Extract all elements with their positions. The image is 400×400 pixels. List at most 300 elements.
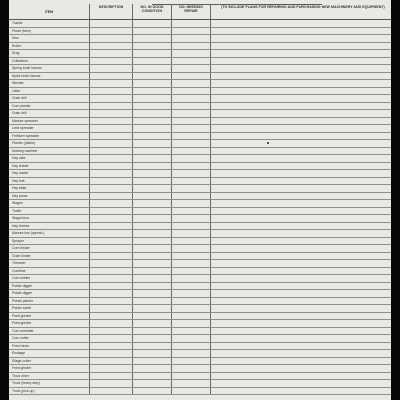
good-condition-cell[interactable] bbox=[133, 147, 172, 155]
plans-cell[interactable] bbox=[211, 162, 392, 170]
good-condition-cell[interactable] bbox=[133, 95, 172, 103]
table-row bbox=[9, 387, 391, 395]
plans-cell[interactable] bbox=[211, 327, 392, 335]
item-cell: Potato planter bbox=[9, 297, 90, 305]
header-row bbox=[9, 4, 391, 20]
needing-repair-cell[interactable] bbox=[172, 125, 211, 133]
item-cell: Spring tooth harrow bbox=[9, 65, 90, 73]
needing-repair-cell[interactable] bbox=[172, 312, 211, 320]
needing-repair-cell[interactable] bbox=[172, 275, 211, 283]
plans-cell[interactable] bbox=[211, 102, 392, 110]
table-row bbox=[9, 237, 391, 245]
needing-repair-cell[interactable] bbox=[172, 117, 211, 125]
needing-repair-cell[interactable] bbox=[172, 357, 211, 365]
good-condition-cell[interactable] bbox=[133, 110, 172, 118]
item-cell: Weeder bbox=[9, 80, 90, 88]
table-row bbox=[9, 42, 391, 50]
needing-repair-cell[interactable] bbox=[172, 305, 211, 313]
needing-repair-cell[interactable] bbox=[172, 207, 211, 215]
plans-cell[interactable] bbox=[211, 155, 392, 163]
description-cell[interactable] bbox=[90, 132, 133, 140]
table-row bbox=[9, 245, 391, 253]
good-condition-cell[interactable] bbox=[133, 252, 172, 260]
form-sheet bbox=[9, 0, 391, 400]
table-row bbox=[9, 87, 391, 95]
good-condition-cell[interactable] bbox=[133, 245, 172, 253]
needing-repair-cell[interactable] bbox=[172, 215, 211, 223]
item-cell: Drag bbox=[9, 50, 90, 58]
description-cell[interactable] bbox=[90, 117, 133, 125]
item-cell: Wagon box bbox=[9, 215, 90, 223]
good-condition-cell[interactable] bbox=[133, 50, 172, 58]
description-cell[interactable] bbox=[90, 177, 133, 185]
good-condition-cell[interactable] bbox=[133, 260, 172, 268]
good-condition-cell[interactable] bbox=[133, 282, 172, 290]
good-condition-cell[interactable] bbox=[133, 297, 172, 305]
item-cell: Hay press bbox=[9, 192, 90, 200]
needing-repair-cell[interactable] bbox=[172, 102, 211, 110]
plans-cell[interactable] bbox=[211, 357, 392, 365]
good-condition-cell[interactable] bbox=[133, 342, 172, 350]
item-cell: Hay rake bbox=[9, 155, 90, 163]
needing-repair-cell[interactable] bbox=[172, 245, 211, 253]
table-row bbox=[9, 35, 391, 43]
needing-repair-cell[interactable] bbox=[172, 177, 211, 185]
table-row bbox=[9, 260, 391, 268]
item-cell: Planter (plants) bbox=[9, 140, 90, 148]
table-row bbox=[9, 125, 391, 133]
plans-cell[interactable] bbox=[211, 387, 392, 395]
table-row bbox=[9, 27, 391, 35]
item-cell: Combine bbox=[9, 267, 90, 275]
item-cell: Corn shredder bbox=[9, 327, 90, 335]
plans-cell[interactable] bbox=[211, 230, 392, 238]
needing-repair-cell[interactable] bbox=[172, 80, 211, 88]
plans-cell[interactable] bbox=[211, 252, 392, 260]
table-row bbox=[9, 290, 391, 298]
table-row bbox=[9, 170, 391, 178]
description-cell[interactable] bbox=[90, 387, 133, 395]
item-cell: Sprayer bbox=[9, 237, 90, 245]
plans-cell[interactable] bbox=[211, 342, 392, 350]
description-cell[interactable] bbox=[90, 350, 133, 358]
item-cell: Feed grinder bbox=[9, 320, 90, 328]
description-cell[interactable] bbox=[90, 207, 133, 215]
plans-cell[interactable] bbox=[211, 245, 392, 253]
good-condition-cell[interactable] bbox=[133, 365, 172, 373]
item-cell: Lister bbox=[9, 87, 90, 95]
good-condition-cell[interactable] bbox=[133, 27, 172, 35]
plans-cell[interactable] bbox=[211, 222, 392, 230]
needing-repair-cell[interactable] bbox=[172, 50, 211, 58]
table-row bbox=[9, 350, 391, 358]
table-row bbox=[9, 72, 391, 80]
plans-cell[interactable] bbox=[211, 335, 392, 343]
table-row bbox=[9, 177, 391, 185]
description-cell[interactable] bbox=[90, 140, 133, 148]
plans-cell[interactable] bbox=[211, 177, 392, 185]
description-cell[interactable] bbox=[90, 80, 133, 88]
description-cell[interactable] bbox=[90, 147, 133, 155]
good-condition-cell[interactable] bbox=[133, 42, 172, 50]
good-condition-cell[interactable] bbox=[133, 312, 172, 320]
description-cell[interactable] bbox=[90, 20, 133, 28]
needing-repair-cell[interactable] bbox=[172, 87, 211, 95]
plans-cell[interactable] bbox=[211, 50, 392, 58]
item-cell: Disc bbox=[9, 35, 90, 43]
table-row bbox=[9, 155, 391, 163]
plans-cell[interactable] bbox=[211, 72, 392, 80]
item-cell: Truck other bbox=[9, 372, 90, 380]
plans-cell[interactable] bbox=[211, 192, 392, 200]
plans-cell[interactable] bbox=[211, 365, 392, 373]
good-condition-cell[interactable] bbox=[133, 20, 172, 28]
needing-repair-cell[interactable] bbox=[172, 185, 211, 193]
plans-cell[interactable] bbox=[211, 320, 392, 328]
needing-repair-cell[interactable] bbox=[172, 327, 211, 335]
good-condition-cell[interactable] bbox=[133, 387, 172, 395]
good-condition-cell[interactable] bbox=[133, 267, 172, 275]
item-cell: Corn sheller bbox=[9, 275, 90, 283]
plans-cell[interactable] bbox=[211, 237, 392, 245]
table-row bbox=[9, 57, 391, 65]
table-row bbox=[9, 50, 391, 58]
item-cell: Potato digger bbox=[9, 282, 90, 290]
good-condition-cell[interactable] bbox=[133, 102, 172, 110]
good-condition-cell[interactable] bbox=[133, 335, 172, 343]
plans-cell[interactable] bbox=[211, 267, 392, 275]
good-condition-cell[interactable] bbox=[133, 87, 172, 95]
table-row bbox=[9, 20, 391, 28]
needing-repair-cell[interactable] bbox=[172, 42, 211, 50]
needing-repair-cell[interactable] bbox=[172, 140, 211, 148]
description-cell[interactable] bbox=[90, 245, 133, 253]
good-condition-cell[interactable] bbox=[133, 207, 172, 215]
good-condition-cell[interactable] bbox=[133, 155, 172, 163]
plans-cell[interactable] bbox=[211, 95, 392, 103]
plans-cell[interactable] bbox=[211, 140, 392, 148]
item-cell: Feed grinder bbox=[9, 365, 90, 373]
good-condition-cell[interactable] bbox=[133, 357, 172, 365]
plans-cell[interactable] bbox=[211, 215, 392, 223]
description-cell[interactable] bbox=[90, 290, 133, 298]
plans-cell[interactable] bbox=[211, 207, 392, 215]
needing-repair-cell[interactable] bbox=[172, 267, 211, 275]
table-row bbox=[9, 230, 391, 238]
plans-cell[interactable] bbox=[211, 170, 392, 178]
good-condition-cell[interactable] bbox=[133, 380, 172, 388]
description-cell[interactable] bbox=[90, 42, 133, 50]
good-condition-cell[interactable] bbox=[133, 327, 172, 335]
table-row bbox=[9, 342, 391, 350]
good-condition-cell[interactable] bbox=[133, 132, 172, 140]
table-row bbox=[9, 327, 391, 335]
column-header-description: DESCRIPTION bbox=[90, 4, 133, 20]
good-condition-cell[interactable] bbox=[133, 305, 172, 313]
plans-cell[interactable] bbox=[211, 80, 392, 88]
description-cell[interactable] bbox=[90, 365, 133, 373]
item-cell: Cultivators bbox=[9, 57, 90, 65]
needing-repair-cell[interactable] bbox=[172, 237, 211, 245]
needing-repair-cell[interactable] bbox=[172, 387, 211, 395]
plans-cell[interactable] bbox=[211, 260, 392, 268]
description-cell[interactable] bbox=[90, 65, 133, 73]
good-condition-cell[interactable] bbox=[133, 320, 172, 328]
description-cell[interactable] bbox=[90, 357, 133, 365]
item-cell: Plows (farm) bbox=[9, 27, 90, 35]
description-cell[interactable] bbox=[90, 155, 133, 163]
needing-repair-cell[interactable] bbox=[172, 282, 211, 290]
description-cell[interactable] bbox=[90, 50, 133, 58]
description-cell[interactable] bbox=[90, 162, 133, 170]
item-cell: Corn planter bbox=[9, 102, 90, 110]
description-cell[interactable] bbox=[90, 260, 133, 268]
good-condition-cell[interactable] bbox=[133, 237, 172, 245]
table-row bbox=[9, 380, 391, 388]
good-condition-cell[interactable] bbox=[133, 57, 172, 65]
table-row bbox=[9, 110, 391, 118]
description-cell[interactable] bbox=[90, 185, 133, 193]
table-row bbox=[9, 207, 391, 215]
plans-cell[interactable] bbox=[211, 125, 392, 133]
item-cell: Mowing machine bbox=[9, 147, 90, 155]
description-cell[interactable] bbox=[90, 27, 133, 35]
table-row bbox=[9, 320, 391, 328]
good-condition-cell[interactable] bbox=[133, 117, 172, 125]
table-row bbox=[9, 140, 391, 148]
plans-cell[interactable] bbox=[211, 57, 392, 65]
plans-cell[interactable] bbox=[211, 282, 392, 290]
item-cell: Silage cutter bbox=[9, 357, 90, 365]
plans-cell[interactable] bbox=[211, 27, 392, 35]
good-condition-cell[interactable] bbox=[133, 222, 172, 230]
good-condition-cell[interactable] bbox=[133, 192, 172, 200]
table-row bbox=[9, 372, 391, 380]
plans-cell[interactable] bbox=[211, 42, 392, 50]
description-cell[interactable] bbox=[90, 327, 133, 335]
plans-cell[interactable] bbox=[211, 275, 392, 283]
item-cell: Potato sorter bbox=[9, 305, 90, 313]
description-cell[interactable] bbox=[90, 237, 133, 245]
description-cell[interactable] bbox=[90, 275, 133, 283]
description-cell[interactable] bbox=[90, 335, 133, 343]
description-cell[interactable] bbox=[90, 200, 133, 208]
table-row bbox=[9, 65, 391, 73]
item-cell: Corn cutter bbox=[9, 335, 90, 343]
description-cell[interactable] bbox=[90, 267, 133, 275]
good-condition-cell[interactable] bbox=[133, 35, 172, 43]
good-condition-cell[interactable] bbox=[133, 230, 172, 238]
description-cell[interactable] bbox=[90, 102, 133, 110]
item-cell: Ensilage bbox=[9, 350, 90, 358]
good-condition-cell[interactable] bbox=[133, 170, 172, 178]
description-cell[interactable] bbox=[90, 110, 133, 118]
description-cell[interactable] bbox=[90, 72, 133, 80]
needing-repair-cell[interactable] bbox=[172, 372, 211, 380]
description-cell[interactable] bbox=[90, 380, 133, 388]
plans-cell[interactable] bbox=[211, 372, 392, 380]
needing-repair-cell[interactable] bbox=[172, 192, 211, 200]
item-cell: Truck (heavy duty) bbox=[9, 380, 90, 388]
item-cell: Potato digger bbox=[9, 290, 90, 298]
needing-repair-cell[interactable] bbox=[172, 170, 211, 178]
table-row bbox=[9, 200, 391, 208]
plans-cell[interactable] bbox=[211, 350, 392, 358]
plans-cell[interactable] bbox=[211, 200, 392, 208]
needing-repair-cell[interactable] bbox=[172, 95, 211, 103]
item-cell: Hay loader bbox=[9, 170, 90, 178]
column-header-good-condition: NO. IN GOOD CONDITION bbox=[133, 4, 172, 20]
plans-cell[interactable] bbox=[211, 147, 392, 155]
plans-cell[interactable] bbox=[211, 110, 392, 118]
description-cell[interactable] bbox=[90, 170, 133, 178]
table-row bbox=[9, 365, 391, 373]
description-cell[interactable] bbox=[90, 192, 133, 200]
needing-repair-cell[interactable] bbox=[172, 320, 211, 328]
needing-repair-cell[interactable] bbox=[172, 342, 211, 350]
description-cell[interactable] bbox=[90, 87, 133, 95]
needing-repair-cell[interactable] bbox=[172, 252, 211, 260]
description-cell[interactable] bbox=[90, 305, 133, 313]
pencil-mark bbox=[267, 142, 269, 144]
plans-cell[interactable] bbox=[211, 87, 392, 95]
needing-repair-cell[interactable] bbox=[172, 200, 211, 208]
plans-cell[interactable] bbox=[211, 132, 392, 140]
good-condition-cell[interactable] bbox=[133, 372, 172, 380]
plans-cell[interactable] bbox=[211, 65, 392, 73]
description-cell[interactable] bbox=[90, 230, 133, 238]
needing-repair-cell[interactable] bbox=[172, 335, 211, 343]
description-cell[interactable] bbox=[90, 312, 133, 320]
good-condition-cell[interactable] bbox=[133, 80, 172, 88]
item-cell: Feed mixer bbox=[9, 342, 90, 350]
item-cell: Corn binder bbox=[9, 245, 90, 253]
good-condition-cell[interactable] bbox=[133, 177, 172, 185]
plans-cell[interactable] bbox=[211, 185, 392, 193]
description-cell[interactable] bbox=[90, 252, 133, 260]
plans-cell[interactable] bbox=[211, 35, 392, 43]
plans-cell[interactable] bbox=[211, 380, 392, 388]
column-header-item: ITEM bbox=[9, 4, 90, 20]
item-cell: Manure spreader bbox=[9, 117, 90, 125]
table-body bbox=[9, 20, 391, 395]
plans-cell[interactable] bbox=[211, 312, 392, 320]
needing-repair-cell[interactable] bbox=[172, 380, 211, 388]
table-row bbox=[9, 305, 391, 313]
needing-repair-cell[interactable] bbox=[172, 365, 211, 373]
item-cell: Trailer bbox=[9, 207, 90, 215]
good-condition-cell[interactable] bbox=[133, 140, 172, 148]
item-cell: Truck (pick-up) bbox=[9, 387, 90, 395]
good-condition-cell[interactable] bbox=[133, 215, 172, 223]
needing-repair-cell[interactable] bbox=[172, 27, 211, 35]
needing-repair-cell[interactable] bbox=[172, 132, 211, 140]
item-cell: Lime spreader bbox=[9, 125, 90, 133]
item-cell: Hay tedder bbox=[9, 162, 90, 170]
plans-cell[interactable] bbox=[211, 20, 392, 28]
inventory-table bbox=[9, 4, 391, 395]
needing-repair-cell[interactable] bbox=[172, 35, 211, 43]
item-cell: Tractor bbox=[9, 20, 90, 28]
table-row bbox=[9, 312, 391, 320]
good-condition-cell[interactable] bbox=[133, 275, 172, 283]
good-condition-cell[interactable] bbox=[133, 200, 172, 208]
good-condition-cell[interactable] bbox=[133, 65, 172, 73]
table-row bbox=[9, 267, 391, 275]
item-cell: Hay baler bbox=[9, 185, 90, 193]
needing-repair-cell[interactable] bbox=[172, 65, 211, 73]
table-row bbox=[9, 335, 391, 343]
item-cell: Grain drill bbox=[9, 95, 90, 103]
item-cell: Grain binder bbox=[9, 252, 90, 260]
plans-cell[interactable] bbox=[211, 117, 392, 125]
item-cell: Wagon bbox=[9, 200, 90, 208]
table-row bbox=[9, 117, 391, 125]
good-condition-cell[interactable] bbox=[133, 72, 172, 80]
item-cell: Spike tooth harrow bbox=[9, 72, 90, 80]
description-cell[interactable] bbox=[90, 297, 133, 305]
table-row bbox=[9, 357, 391, 365]
table-row bbox=[9, 297, 391, 305]
needing-repair-cell[interactable] bbox=[172, 297, 211, 305]
description-cell[interactable] bbox=[90, 57, 133, 65]
table-row bbox=[9, 102, 391, 110]
needing-repair-cell[interactable] bbox=[172, 110, 211, 118]
description-cell[interactable] bbox=[90, 95, 133, 103]
item-cell: Hay frames bbox=[9, 222, 90, 230]
needing-repair-cell[interactable] bbox=[172, 230, 211, 238]
description-cell[interactable] bbox=[90, 372, 133, 380]
needing-repair-cell[interactable] bbox=[172, 72, 211, 80]
needing-repair-cell[interactable] bbox=[172, 290, 211, 298]
needing-repair-cell[interactable] bbox=[172, 20, 211, 28]
needing-repair-cell[interactable] bbox=[172, 155, 211, 163]
table-row bbox=[9, 275, 391, 283]
description-cell[interactable] bbox=[90, 342, 133, 350]
needing-repair-cell[interactable] bbox=[172, 162, 211, 170]
description-cell[interactable] bbox=[90, 222, 133, 230]
plans-cell[interactable] bbox=[211, 305, 392, 313]
needing-repair-cell[interactable] bbox=[172, 147, 211, 155]
table-row bbox=[9, 215, 391, 223]
needing-repair-cell[interactable] bbox=[172, 57, 211, 65]
description-cell[interactable] bbox=[90, 35, 133, 43]
description-cell[interactable] bbox=[90, 215, 133, 223]
description-cell[interactable] bbox=[90, 125, 133, 133]
table-row bbox=[9, 80, 391, 88]
good-condition-cell[interactable] bbox=[133, 290, 172, 298]
item-cell: Manure box (spread.) bbox=[9, 230, 90, 238]
needing-repair-cell[interactable] bbox=[172, 222, 211, 230]
description-cell[interactable] bbox=[90, 282, 133, 290]
table-row bbox=[9, 252, 391, 260]
needing-repair-cell[interactable] bbox=[172, 260, 211, 268]
good-condition-cell[interactable] bbox=[133, 125, 172, 133]
table-row bbox=[9, 185, 391, 193]
item-cell: Hay fork bbox=[9, 177, 90, 185]
plans-cell[interactable] bbox=[211, 297, 392, 305]
plans-cell[interactable] bbox=[211, 290, 392, 298]
good-condition-cell[interactable] bbox=[133, 350, 172, 358]
item-cell: Feed grinder bbox=[9, 312, 90, 320]
good-condition-cell[interactable] bbox=[133, 185, 172, 193]
table-row bbox=[9, 95, 391, 103]
table-row bbox=[9, 222, 391, 230]
good-condition-cell[interactable] bbox=[133, 162, 172, 170]
item-cell: Roller bbox=[9, 42, 90, 50]
description-cell[interactable] bbox=[90, 320, 133, 328]
needing-repair-cell[interactable] bbox=[172, 350, 211, 358]
